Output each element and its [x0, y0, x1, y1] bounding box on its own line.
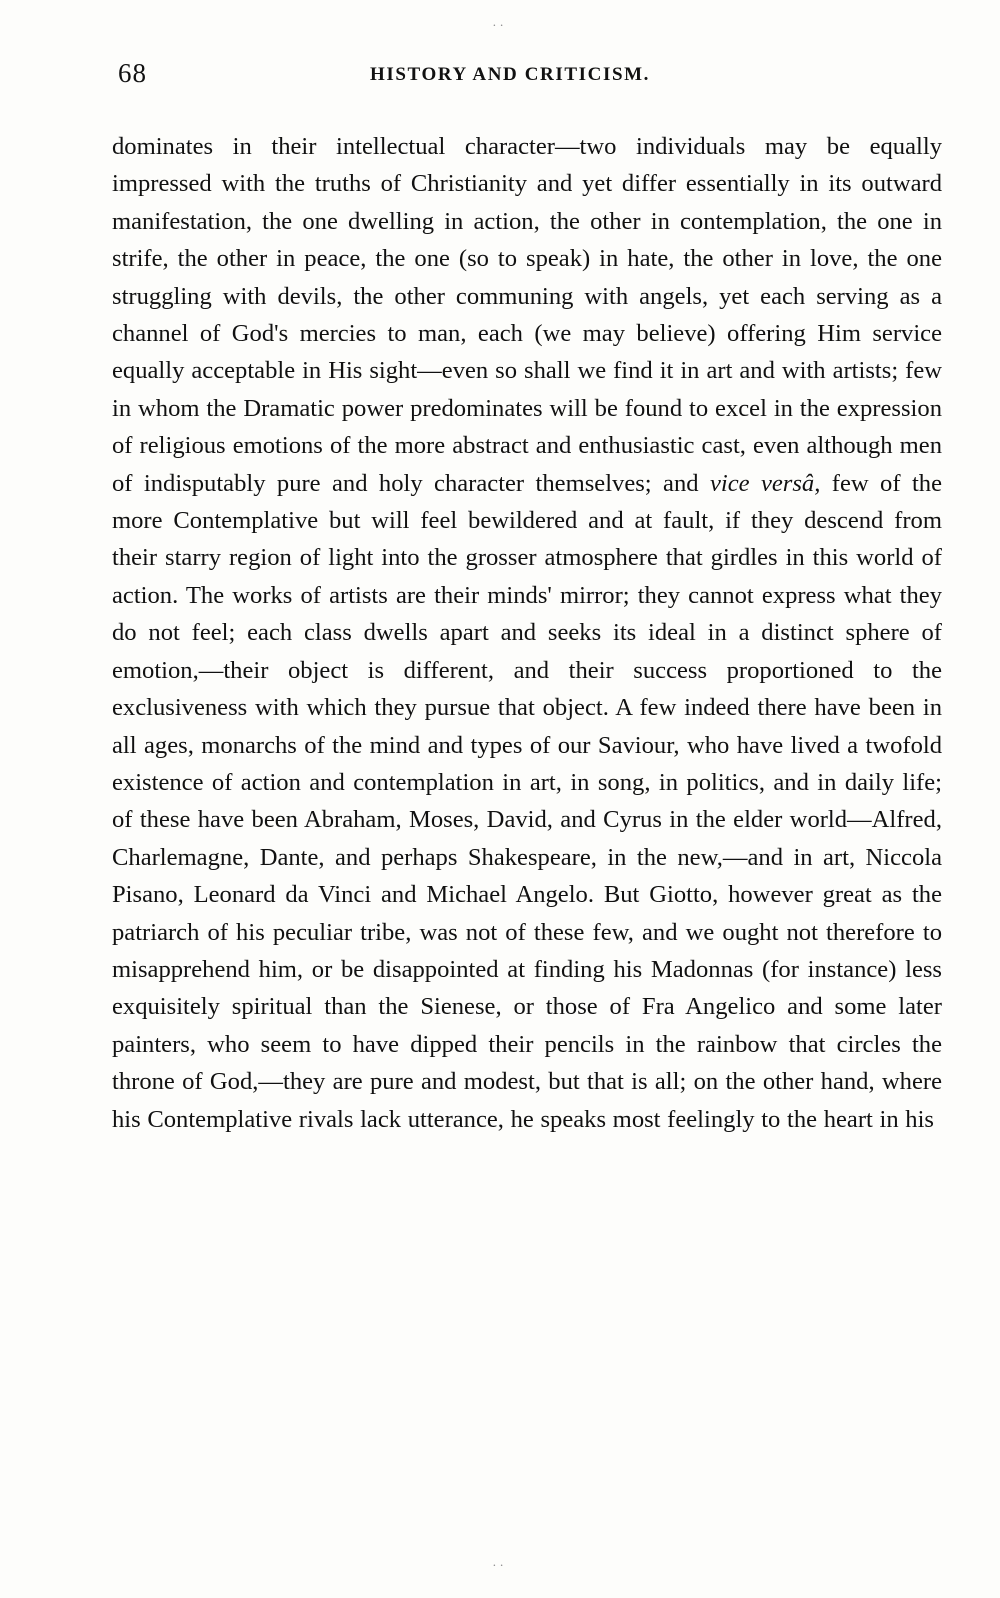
bottom-page-mark: .. [492, 1554, 508, 1569]
page-number: 68 [118, 58, 147, 88]
paragraph-segment-1: dominates in their intellectual character—two individuals may be equally impressed with the truths of Christianity and yet differ essentially in its outward manifestation, the one dwelling in action, the other in contemplation, the one in strife, the other in peace, the one (so to speak) in hate, the other in love, the one struggling with devils, the other communing with angels, yet each serving as a channel of God's mercies to man, each (we may believe) offering Him service equally acceptable in His sight—even so shall we find it in art and with artists; few in whom the Dramatic power predominates will be found to excel in the expression of religious emotions of the more abstract and enthusiastic cast, even although men of indisputably pure and holy character themselves; and [112, 133, 942, 497]
body-paragraph [112, 128, 942, 1138]
italic-phrase: vice versâ, [709, 469, 821, 497]
top-page-mark: .. [492, 14, 508, 29]
page-body [112, 128, 942, 1138]
running-head: HISTORY AND CRITICISM. [370, 64, 651, 85]
paragraph-segment-2: few of the more Contemplative but will feel bewildered and at fault, if they descend from their starry region of light into the grosser atmosphere that girdles in this world of action. The works of artists are their minds' mirror; they cannot express what they do not feel; each class dwells apart and seeks its ideal in a distinct sphere of emotion,—their object is different, and their success proportioned to the exclusiveness with which they pursue that object. A few indeed there have been in all ages, monarchs of the mind and types of our Saviour, who have lived a twofold existence of action and contemplation in art, in song, in politics, and in daily life; of these have been Abraham, Moses, David, and Cyrus in the elder world—Alfred, Charlemagne, Dante, and perhaps Shakespeare, in the new,—and in art, Niccola Pisano, Leonard da Vinci and Michael Angelo. But Giotto, however great as the patriarch of his peculiar tribe, was not of these few, and we ought not therefore to misapprehend him, or be disappointed at finding his Madonnas (for instance) less exquisitely spiritual than the Sienese, or those of Fra Angelico and some later painters, who seem to have dipped their pencils in the rainbow that circles the throne of God,—they are pure and modest, but that is all; on the other hand, where his Contemplative rivals lack utterance, he speaks most feelingly to the heart in his [112, 469, 942, 1133]
page-header [110, 58, 940, 88]
